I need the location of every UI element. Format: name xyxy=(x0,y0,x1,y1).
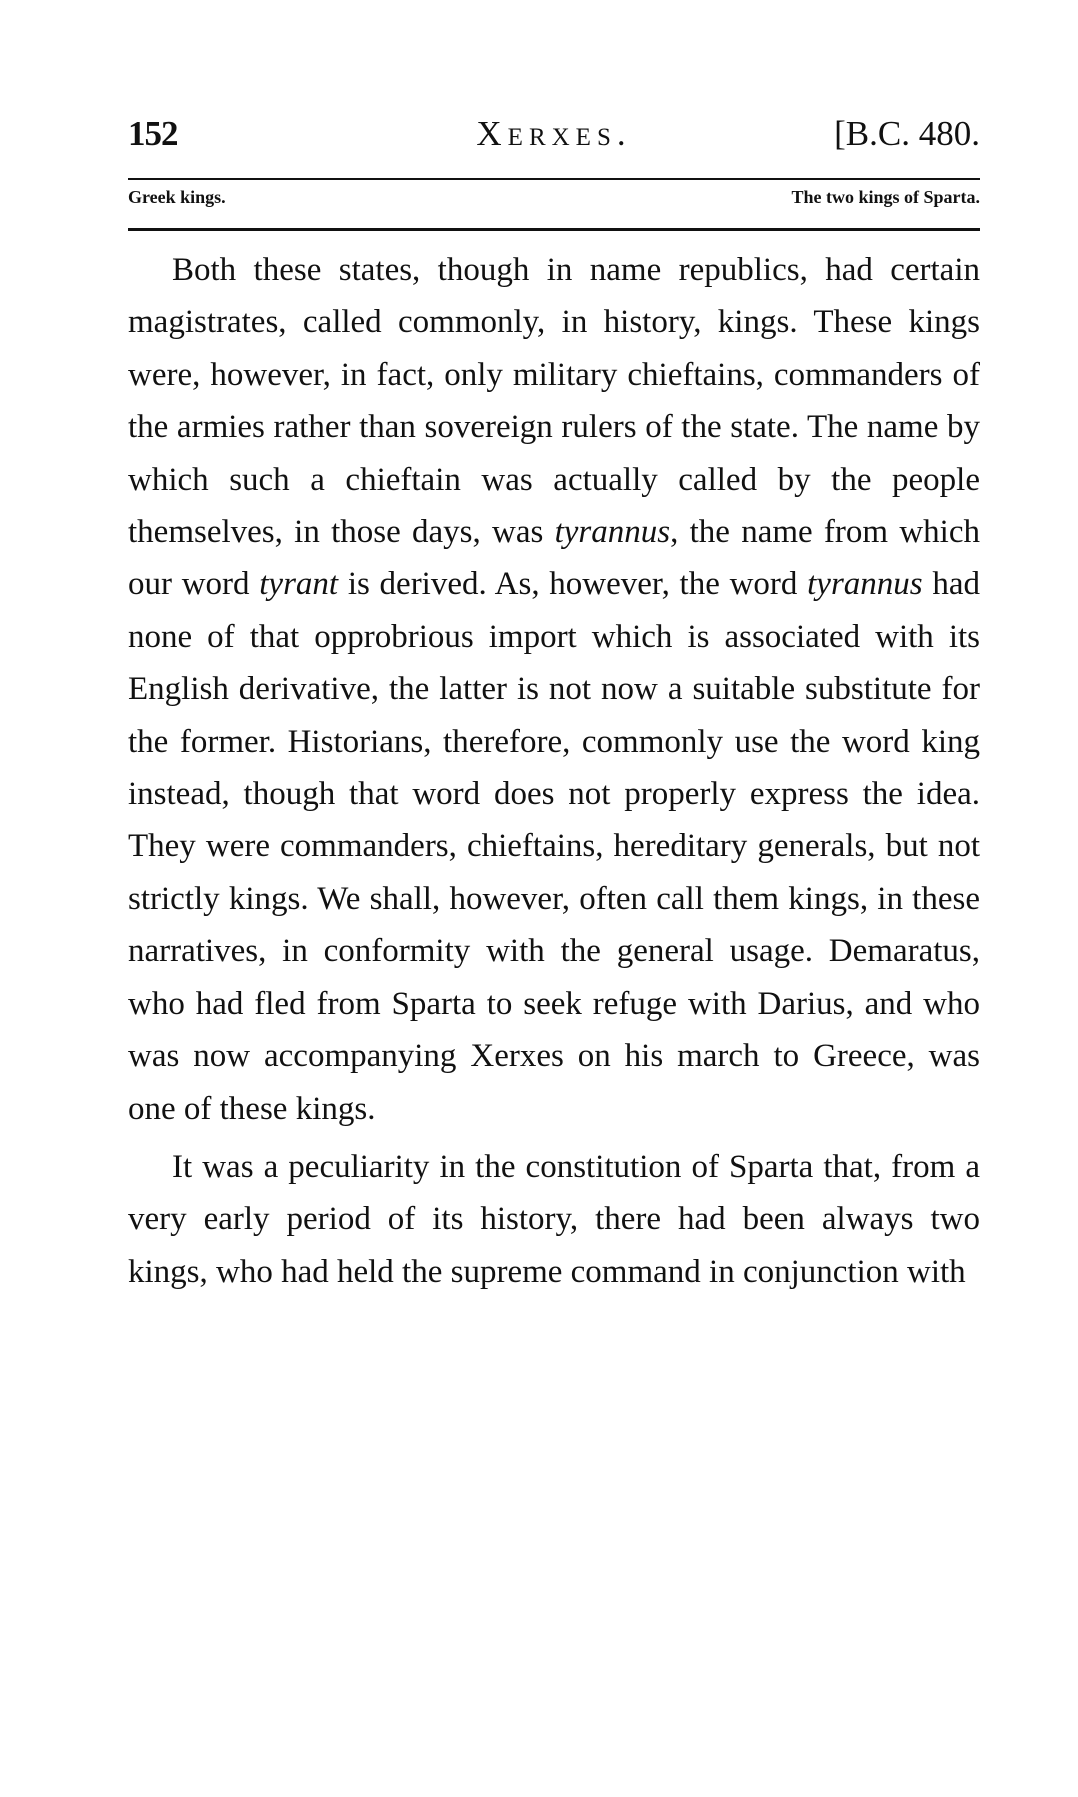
paragraph-2: It was a peculiarity in the constitution of Sparta that, from a very early period of its history, there had been always two kings, who had held the supreme command in conjunction with xyxy=(128,1148,980,1290)
paragraph-1-text-4: had none of that opprobrious import which is associated with its English derivative, the latter is not now a suitable substitute for the former. Historians, therefore, commonly use the word king instead, though that word does not properly express the idea. They were commanders, chieftains, hereditary generals, but not strictly kings. We shall, however, often call them kings, in these narratives, in conformity with the general usage. Demaratus, who had fled from Sparta to seek refuge with Darius, and who was now accompanying Xerxes on his march to Greece, was one of these kings. xyxy=(128,566,981,1127)
sidenote-left: Greek kings. xyxy=(128,187,226,207)
sidenote-right: The two kings of Sparta. xyxy=(791,187,980,207)
header-rule-bottom xyxy=(128,228,980,231)
paragraph-1 xyxy=(128,244,980,1135)
italic-term-tyrannus: tyrannus xyxy=(554,514,671,551)
header-rule-top xyxy=(128,178,980,180)
running-title: Xerxes. xyxy=(476,114,632,153)
paragraph-1-text-1: Both these states, though in name republics, had certain magistrates, called commonly, in history, kings. These kings were, however, in fact, only military chieftains, commanders of the armies rather than sovereign rulers of the state. The name by which such a chieftain was actually called by the people themselves, in those days, was xyxy=(128,252,980,551)
italic-term-tyrannus-2: tyrannus xyxy=(807,566,923,603)
italic-term-tyrant: tyrant xyxy=(259,566,339,603)
page-header xyxy=(128,114,980,164)
paragraph-1-text-2: , the name from which our word xyxy=(128,514,980,603)
paragraph-1-text-3: is derived. As, however, the word xyxy=(338,566,808,603)
sidenote-row xyxy=(128,187,980,213)
date-reference: [B.C. 480. xyxy=(834,114,980,153)
page-number: 152 xyxy=(128,114,178,153)
body-text xyxy=(128,244,980,1298)
